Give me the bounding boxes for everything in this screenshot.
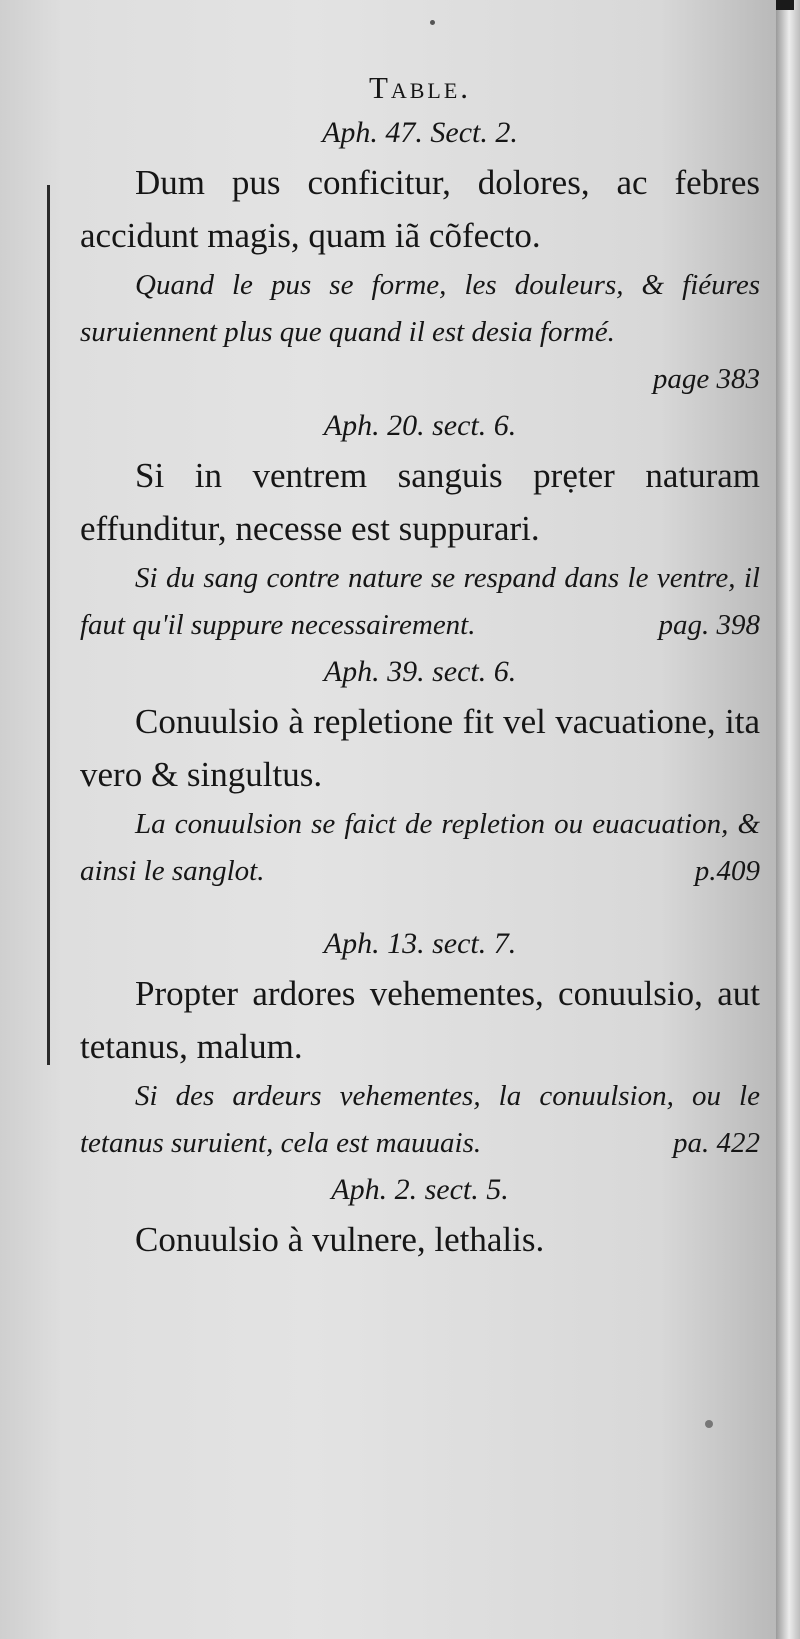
aphorism-reference: Aph. 20. sect. 6. bbox=[323, 409, 517, 442]
running-head: Table. bbox=[368, 70, 472, 105]
page-reference: pa. 422 bbox=[673, 1127, 760, 1159]
french-text: Quand le pus se forme, les douleurs, & fiéures suruiennent plus que quand il est desia formé. bbox=[80, 269, 760, 348]
ink-speck bbox=[705, 1420, 713, 1428]
french-text: Si des ardeurs vehementes, la conuulsion, ou le tetanus suruient, cela est mauuais. bbox=[80, 1080, 760, 1159]
aphorism-entry bbox=[80, 403, 760, 649]
aphorism-entry bbox=[80, 921, 760, 1167]
spacer bbox=[80, 895, 760, 921]
latin-text: Conuulsio à repletione fit vel vacuatione, ita vero & singultus. bbox=[80, 702, 760, 794]
latin-text: Conuulsio à vulnere, lethalis. bbox=[135, 1220, 545, 1259]
french-translation bbox=[80, 555, 760, 649]
aphorism-reference: Aph. 13. sect. 7. bbox=[323, 927, 517, 960]
aphorism-entry bbox=[80, 110, 760, 403]
french-translation bbox=[80, 1073, 760, 1167]
page-reference: page 383 bbox=[652, 363, 760, 395]
book-gutter bbox=[776, 0, 800, 1639]
french-text: Si du sang contre nature se respand dans le ventre, il faut qu'il suppure necessairement. bbox=[80, 562, 760, 641]
page-reference: pag. 398 bbox=[658, 609, 760, 641]
french-text: La conuulsion se faict de repletion ou euacuation, & ainsi le sanglot. bbox=[80, 808, 760, 887]
aphorism-reference: Aph. 39. sect. 6. bbox=[323, 655, 517, 688]
aphorism-entry bbox=[80, 649, 760, 895]
page-content bbox=[80, 70, 760, 1266]
latin-text: Dum pus conficitur, dolores, ac febres accidunt magis, quam iã cõfecto. bbox=[80, 163, 760, 255]
french-translation bbox=[80, 262, 760, 395]
aphorism-entry bbox=[80, 1167, 760, 1266]
latin-text: Si in ventrem sanguis prẹter naturam effunditur, necesse est suppurari. bbox=[80, 456, 760, 548]
page-reference: p.409 bbox=[694, 855, 760, 887]
french-translation bbox=[80, 801, 760, 895]
page-corner bbox=[776, 0, 794, 10]
ink-speck bbox=[430, 20, 435, 25]
aphorism-reference: Aph. 47. Sect. 2. bbox=[322, 116, 518, 149]
latin-text: Propter ardores vehementes, conuulsio, aut tetanus, malum. bbox=[80, 974, 760, 1066]
margin-rule bbox=[47, 185, 50, 1065]
aphorism-reference: Aph. 2. sect. 5. bbox=[331, 1173, 509, 1206]
